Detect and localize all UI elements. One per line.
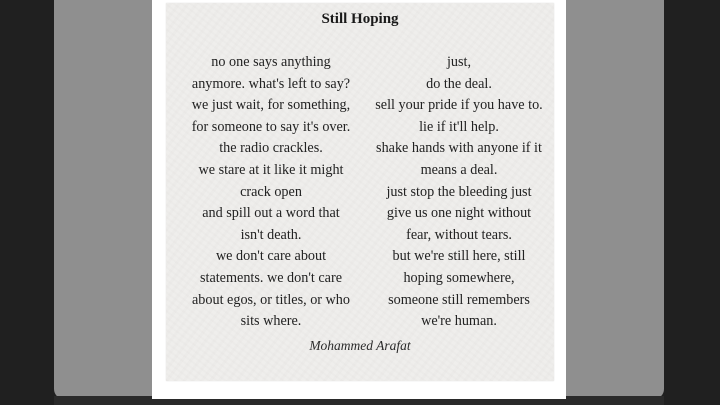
poem-author: Mohammed Arafat <box>309 338 411 353</box>
poem-line: and spill out a word that <box>202 205 340 222</box>
poem-line: sits where. <box>240 313 302 330</box>
poem-line: we're human. <box>421 313 497 330</box>
poem-line: about egos, or titles, or who <box>191 291 350 308</box>
poem-line: isn't death. <box>240 226 302 243</box>
poem-line: crack open <box>240 183 302 200</box>
poem-line: shake hands with anyone if it <box>376 140 542 157</box>
poem-line: just, <box>446 54 472 70</box>
poem-card <box>166 3 554 381</box>
poem-line: sell your pride if you have to. <box>375 97 543 114</box>
poem-line: no one says anything <box>211 54 331 70</box>
poem-line: but we're still here, still <box>392 248 526 265</box>
poem-line: we stare at it like it might <box>198 161 344 178</box>
poem-line: we don't care about <box>215 248 327 265</box>
poem-line: someone still remembers <box>388 291 530 308</box>
poem-line: anymore. what's left to say? <box>191 75 351 92</box>
poem-line: for someone to say it's over. <box>191 118 351 135</box>
poem-title: Still Hoping <box>321 11 399 27</box>
poem-line: hoping somewhere, <box>403 269 515 286</box>
poem-line: just stop the bleeding just <box>386 183 532 200</box>
poem-line: give us one night without <box>386 205 532 222</box>
poem-left-column <box>176 52 366 333</box>
poem-right-column <box>362 52 556 333</box>
poem-line: lie if it'll help. <box>419 118 499 135</box>
poem-line: fear, without tears. <box>406 226 512 243</box>
poem-line: the radio crackles. <box>219 140 323 157</box>
poem-line: do the deal. <box>426 75 492 92</box>
poem-line: statements. we don't care <box>199 269 342 286</box>
poem-line: means a deal. <box>420 161 498 178</box>
poem-line: we just wait, for something, <box>191 97 351 114</box>
